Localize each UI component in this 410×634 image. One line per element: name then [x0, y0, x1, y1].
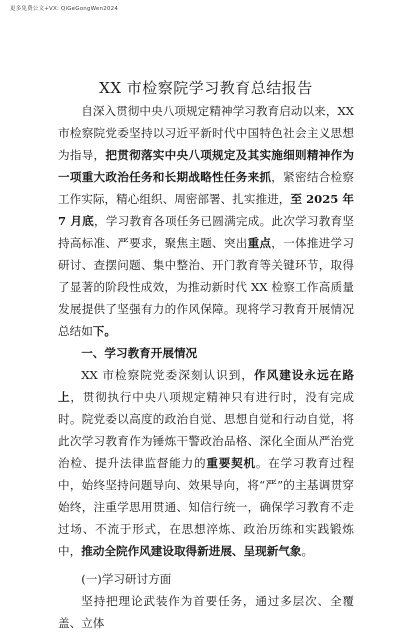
watermark-text: 更多免费公文+VX: QiGeGongWen2024 [10, 6, 119, 12]
intro-bold-2: 至 2025 年 7 月底 [58, 192, 354, 228]
section-text-2: ，贯彻执行中央八项规定精神只有进行时，没有完成时。院党委以高度的政治自觉、思想自觉和行动自觉，将此次学习教育作为锤炼干警政治品格、深化全面从严治党治检、提升法律监督能力的 [58, 390, 354, 470]
intro-bold-3: 重点 [247, 236, 272, 250]
section-text-3: 。在学习教育过程中，始终坚持问题导向、效果导向，将“严”的主基调贯穿始终，注重学思用贯通、知信行统一，确保学习教育不走过场、不流于形式，在思想淬炼、政治历练和实践锻炼中， [58, 456, 354, 558]
subsection-heading: (一)学习研讨方面 [81, 572, 172, 586]
intro-text-2: ，紧密结合检察工作实际，精心组织、周密部署、扎实推进， [58, 170, 354, 206]
document-title: XX 市检察院学习教育总结报告 [99, 79, 313, 97]
intro-text-4: ，一体推进学习研讨、查摆问题、集中整治、开门教育等关键环节，取得了显著的阶段性成效，为推动新时代 XX 检察工作高质量发展提供了坚强有力的作风保障。现将学习教育开展情况总结如 [58, 236, 354, 338]
section-paragraph [58, 364, 354, 562]
intro-bold-1: 把贯彻落实中央八项规定及其实施细则精神作为一项重大政治任务和长期战略性任务来抓 [58, 148, 354, 184]
intro-paragraph [58, 100, 354, 342]
section-text-1: XX 市检察院党委深刻认识到， [81, 368, 254, 382]
section-bold-3: 推动全院作风建设取得新进展、呈现新气象 [81, 544, 302, 558]
intro-text-3: ，学习教育各项任务已圆满完成。此次学习教育坚持高标准、严要求，聚焦主题、突出 [58, 214, 354, 250]
section-bold-2: 重要契机 [206, 456, 256, 470]
section-text-4: 。 [301, 544, 314, 558]
intro-bold-4: 下。 [92, 324, 116, 338]
document-page [58, 78, 354, 634]
subsection-paragraph: 坚持把理论武装作为首要任务，通过多层次、全覆盖、立体 [58, 594, 354, 630]
intro-text-1: 自深入贯彻中央八项规定精神学习教育启动以来，XX 市检察院党委坚持以习近平新时代中国特色社会主义思想为指导， [58, 104, 354, 162]
section-bold-1: 作风建设永远在路上 [58, 368, 354, 404]
section-heading: 一、学习教育开展情况 [81, 346, 198, 360]
